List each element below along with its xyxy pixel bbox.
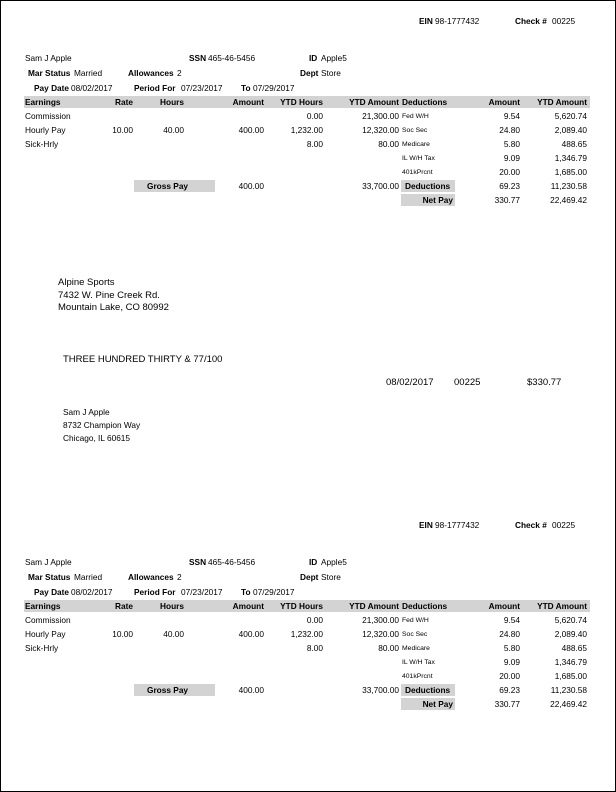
employee-name: Sam J Apple: [25, 53, 72, 63]
col-rate: Rate: [115, 97, 133, 107]
col-amount: Amount: [232, 601, 264, 611]
net-pay-ytd: 22,469.42: [550, 699, 587, 709]
period-for-label: Period For: [134, 587, 176, 597]
employee-id-value: Apple5: [321, 557, 347, 567]
amount-in-words: THREE HUNDRED THIRTY & 77/100: [63, 354, 223, 365]
mar-status-value: Married: [74, 572, 103, 582]
employee-id-label: ID: [309, 557, 318, 567]
earning-name: Commission: [25, 111, 71, 121]
deduction-ytd: 1,685.00: [554, 671, 587, 681]
ssn-value: 465-46-5456: [208, 557, 256, 567]
mar-status-value: Married: [74, 68, 103, 78]
deduction-ytd: 2,089.40: [554, 629, 587, 639]
earning-ytd-hours: 8.00: [306, 139, 323, 149]
dept-label: Dept: [300, 572, 319, 582]
ein-value: 98-1777432: [435, 16, 480, 26]
check-number-value: 00225: [552, 520, 576, 530]
ein-label: EIN: [419, 520, 433, 530]
deductions-total-label: Deductions: [405, 181, 451, 191]
ssn-label: SSN: [189, 557, 207, 567]
gross-pay-label: Gross Pay: [147, 181, 189, 191]
deduction-name: Fed W/H: [402, 113, 429, 120]
pay-date-value: 08/02/2017: [71, 83, 113, 93]
col-hours: Hours: [160, 601, 184, 611]
allowances-label: Allowances: [128, 68, 174, 78]
gross-pay-ytd: 33,700.00: [362, 685, 399, 695]
col-deductions: Deductions: [402, 601, 448, 611]
earning-ytd-hours: 0.00: [306, 111, 323, 121]
col-ytd-hours: YTD Hours: [280, 97, 323, 107]
allowances-label: Allowances: [128, 572, 174, 582]
allowances-value: 2: [177, 68, 182, 78]
employee-id-value: Apple5: [321, 53, 347, 63]
period-for-label: Period For: [134, 83, 176, 93]
gross-pay-amount: 400.00: [238, 181, 264, 191]
ein-label: EIN: [419, 16, 433, 26]
payee-name: Sam J Apple: [63, 407, 110, 417]
deduction-amount: 9.54: [503, 615, 520, 625]
employee-name: Sam J Apple: [25, 557, 72, 567]
earning-rate: 10.00: [112, 629, 133, 639]
check-number-label: Check #: [515, 16, 547, 26]
earning-name: Commission: [25, 615, 71, 625]
check-amount: $330.77: [527, 377, 562, 388]
deduction-amount: 9.54: [503, 111, 520, 121]
col-ded-ytd: YTD Amount: [537, 601, 587, 611]
deduction-amount: 24.80: [499, 125, 520, 135]
mar-status-label: Mar Status: [28, 572, 71, 582]
earning-ytd-hours: 0.00: [306, 615, 323, 625]
payee-street: 8732 Champion Way: [63, 420, 141, 430]
deduction-name: IL W/H Tax: [402, 659, 435, 666]
net-pay-label: Net Pay: [422, 699, 453, 709]
earning-name: Hourly Pay: [25, 629, 66, 639]
deductions-total-label: Deductions: [405, 685, 451, 695]
period-to-value: 07/29/2017: [253, 587, 295, 597]
deduction-name: IL W/H Tax: [402, 155, 435, 162]
deduction-ytd: 5,620.74: [554, 615, 587, 625]
deduction-ytd: 5,620.74: [554, 111, 587, 121]
company-street: 7432 W. Pine Creek Rd.: [58, 290, 160, 301]
check-date: 08/02/2017: [386, 377, 434, 388]
company-city: Mountain Lake, CO 80992: [58, 302, 169, 313]
deduction-amount: 9.09: [503, 153, 520, 163]
allowances-value: 2: [177, 572, 182, 582]
gross-pay-amount: 400.00: [238, 685, 264, 695]
ssn-label: SSN: [189, 53, 207, 63]
deduction-name: 401kPrcnt: [402, 673, 433, 680]
pay-date-label: Pay Date: [34, 587, 70, 597]
col-earnings: Earnings: [25, 601, 61, 611]
col-earnings: Earnings: [25, 97, 61, 107]
earning-hours: 40.00: [163, 629, 184, 639]
deduction-name: Soc Sec: [402, 631, 428, 638]
check-number-label: Check #: [515, 520, 547, 530]
period-to-label: To: [241, 83, 251, 93]
ssn-value: 465-46-5456: [208, 53, 256, 63]
earning-ytd-amount: 12,320.00: [362, 629, 399, 639]
earning-hours: 40.00: [163, 125, 184, 135]
mar-status-label: Mar Status: [28, 68, 71, 78]
earning-ytd-amount: 21,300.00: [362, 111, 399, 121]
check-number-value: 00225: [552, 16, 576, 26]
deduction-ytd: 488.65: [561, 139, 587, 149]
payee-city: Chicago, IL 60615: [63, 433, 131, 443]
deductions-total-ytd: 11,230.58: [550, 685, 587, 695]
employee-id-label: ID: [309, 53, 318, 63]
deductions-total-amount: 69.23: [499, 181, 520, 191]
earning-ytd-amount: 80.00: [378, 643, 399, 653]
pay-date-value: 08/02/2017: [71, 587, 113, 597]
dept-label: Dept: [300, 68, 319, 78]
earning-ytd-hours: 1,232.00: [290, 629, 323, 639]
deduction-ytd: 1,685.00: [554, 167, 587, 177]
col-rate: Rate: [115, 601, 133, 611]
deduction-ytd: 1,346.79: [554, 153, 587, 163]
earning-name: Hourly Pay: [25, 125, 66, 135]
col-hours: Hours: [160, 97, 184, 107]
deduction-name: 401kPrcnt: [402, 169, 433, 176]
dept-value: Store: [321, 68, 341, 78]
col-ded-ytd: YTD Amount: [537, 97, 587, 107]
col-amount: Amount: [232, 97, 264, 107]
earning-ytd-amount: 21,300.00: [362, 615, 399, 625]
deduction-name: Medicare: [402, 645, 430, 652]
deduction-amount: 9.09: [503, 657, 520, 667]
deduction-name: Fed W/H: [402, 617, 429, 624]
earning-ytd-amount: 80.00: [378, 139, 399, 149]
gross-pay-ytd: 33,700.00: [362, 181, 399, 191]
deductions-total-ytd: 11,230.58: [550, 181, 587, 191]
deduction-ytd: 1,346.79: [554, 657, 587, 667]
earning-name: Sick-Hrly: [25, 139, 59, 149]
col-deductions: Deductions: [402, 97, 448, 107]
earning-name: Sick-Hrly: [25, 643, 59, 653]
earning-ytd-amount: 12,320.00: [362, 125, 399, 135]
period-from-value: 07/23/2017: [181, 83, 223, 93]
deduction-amount: 20.00: [499, 671, 520, 681]
col-ded-amount: Amount: [488, 601, 520, 611]
gross-pay-label: Gross Pay: [147, 685, 189, 695]
deduction-amount: 20.00: [499, 167, 520, 177]
net-pay-amount: 330.77: [494, 195, 520, 205]
deduction-ytd: 488.65: [561, 643, 587, 653]
pay-date-label: Pay Date: [34, 83, 70, 93]
net-pay-ytd: 22,469.42: [550, 195, 587, 205]
net-pay-amount: 330.77: [494, 699, 520, 709]
ein-value: 98-1777432: [435, 520, 480, 530]
deduction-amount: 5.80: [503, 643, 520, 653]
period-to-value: 07/29/2017: [253, 83, 295, 93]
deduction-ytd: 2,089.40: [554, 125, 587, 135]
period-from-value: 07/23/2017: [181, 587, 223, 597]
deductions-total-amount: 69.23: [499, 685, 520, 695]
col-ytd-hours: YTD Hours: [280, 601, 323, 611]
earning-ytd-hours: 8.00: [306, 643, 323, 653]
check-number: 00225: [454, 377, 481, 388]
col-ytd-amount: YTD Amount: [349, 97, 399, 107]
deduction-name: Medicare: [402, 141, 430, 148]
dept-value: Store: [321, 572, 341, 582]
period-to-label: To: [241, 587, 251, 597]
col-ytd-amount: YTD Amount: [349, 601, 399, 611]
deduction-name: Soc Sec: [402, 127, 428, 134]
deduction-amount: 24.80: [499, 629, 520, 639]
company-name: Alpine Sports: [58, 277, 115, 288]
deduction-amount: 5.80: [503, 139, 520, 149]
earning-amount: 400.00: [238, 629, 264, 639]
earning-ytd-hours: 1,232.00: [290, 125, 323, 135]
net-pay-label: Net Pay: [422, 195, 453, 205]
earning-rate: 10.00: [112, 125, 133, 135]
col-ded-amount: Amount: [488, 97, 520, 107]
earning-amount: 400.00: [238, 125, 264, 135]
